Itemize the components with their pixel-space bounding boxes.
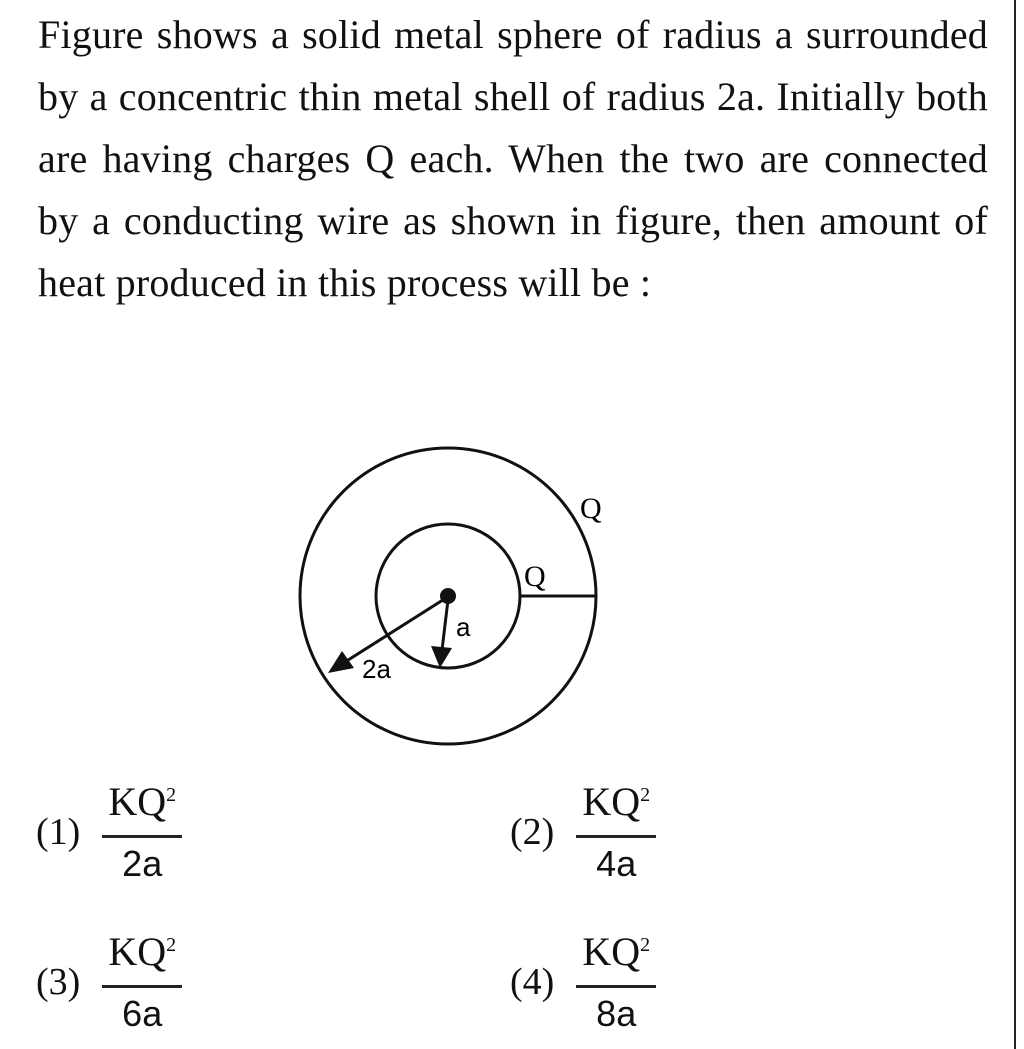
numerator-text: KQ bbox=[108, 929, 167, 974]
fraction-bar bbox=[576, 985, 656, 988]
radius-a-arrow bbox=[442, 600, 448, 650]
diagram-svg bbox=[290, 440, 650, 760]
option-fraction bbox=[102, 930, 182, 1034]
exponent: 2 bbox=[166, 934, 177, 956]
fraction-numerator bbox=[576, 930, 656, 981]
option-1[interactable] bbox=[36, 780, 182, 884]
fraction-bar bbox=[576, 835, 656, 838]
option-number: (1) bbox=[36, 811, 81, 853]
outer-charge-label: Q bbox=[580, 492, 602, 525]
exponent: 2 bbox=[640, 784, 651, 806]
radius-2a-arrowhead bbox=[328, 651, 354, 673]
concentric-sphere-diagram bbox=[290, 440, 650, 760]
inner-radius-label: a bbox=[456, 612, 471, 642]
option-number: (2) bbox=[510, 811, 555, 853]
numerator-text: KQ bbox=[582, 929, 641, 974]
option-number: (4) bbox=[510, 961, 555, 1003]
fraction-denominator: 2a bbox=[122, 843, 163, 884]
numerator-text: KQ bbox=[582, 779, 641, 824]
fraction-numerator bbox=[576, 780, 656, 831]
question-text: Figure shows a solid metal sphere of radius a surrounded by a concentric thin metal shell of radius 2a. Initially both are having charges Q each. When the two are connected by a conducting wire as shown in figure, then amount of heat produced in this process will be : bbox=[38, 12, 988, 305]
option-fraction bbox=[576, 930, 656, 1034]
option-fraction bbox=[102, 780, 182, 884]
option-number: (3) bbox=[36, 961, 81, 1003]
numerator-text: KQ bbox=[108, 779, 167, 824]
exponent: 2 bbox=[640, 934, 651, 956]
option-2[interactable] bbox=[510, 780, 656, 884]
option-3[interactable] bbox=[36, 930, 182, 1034]
option-4[interactable] bbox=[510, 930, 656, 1034]
fraction-denominator: 6a bbox=[122, 993, 163, 1034]
fraction-bar bbox=[102, 985, 182, 988]
radius-a-arrowhead bbox=[431, 646, 452, 668]
option-fraction bbox=[576, 780, 656, 884]
fraction-denominator: 8a bbox=[596, 993, 637, 1034]
fraction-bar bbox=[102, 835, 182, 838]
outer-radius-label: 2a bbox=[362, 654, 391, 684]
fraction-numerator bbox=[102, 930, 182, 981]
fraction-numerator bbox=[102, 780, 182, 831]
radius-2a-arrow bbox=[345, 598, 446, 662]
inner-charge-label: Q bbox=[524, 560, 546, 593]
fraction-denominator: 4a bbox=[596, 843, 637, 884]
exponent: 2 bbox=[166, 784, 177, 806]
